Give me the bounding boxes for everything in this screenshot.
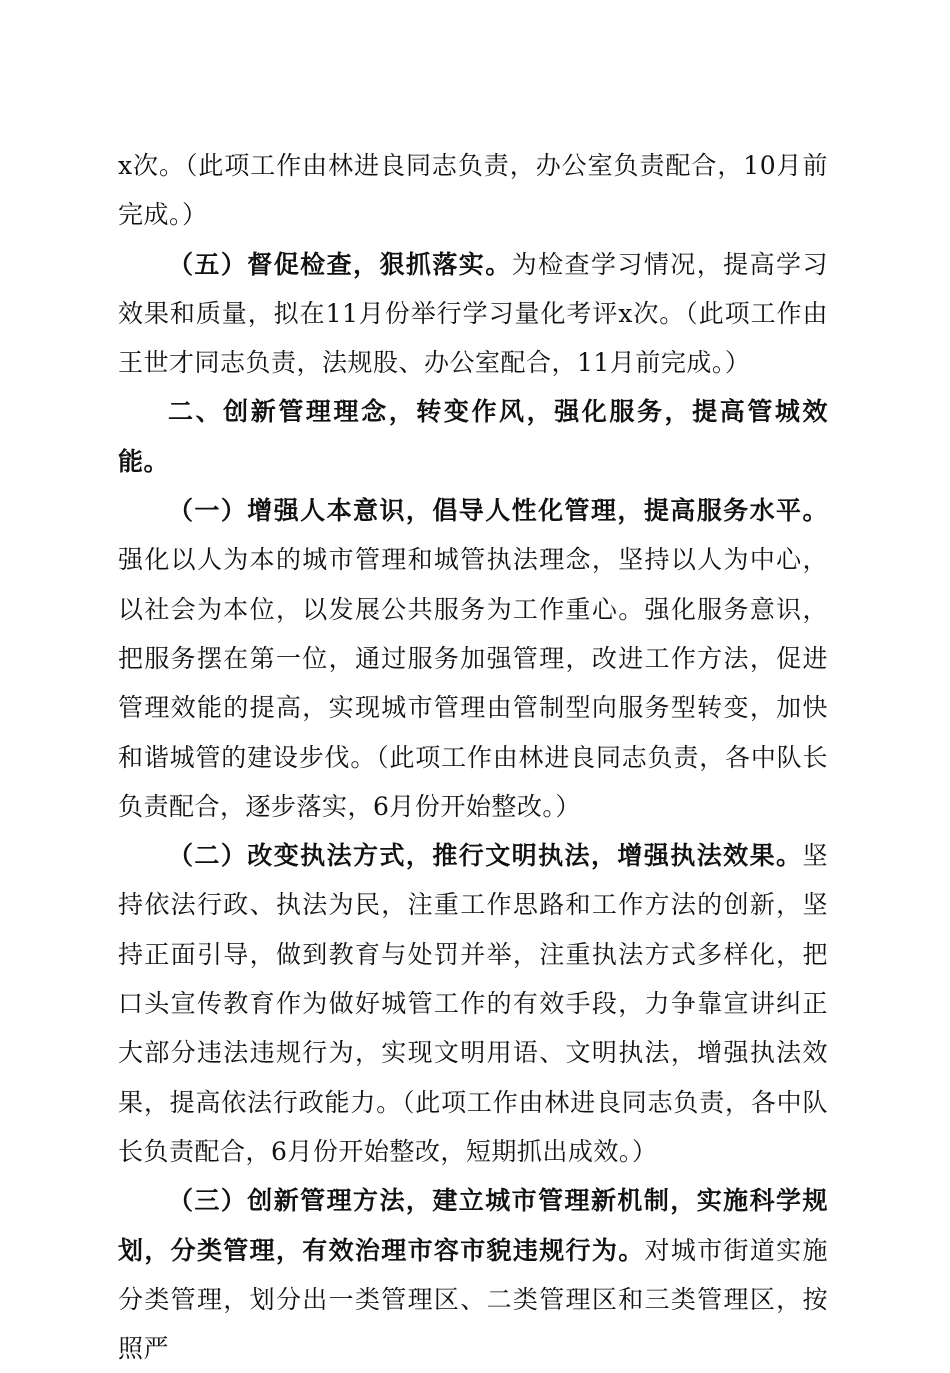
paragraph-lead: （三）创新管理方法，建立城市管理新机制，实施科学规划，分类管理，有效治理市容市貌违规行为。 [118,1186,828,1265]
paragraph-item-2 [118,831,828,1176]
paragraph-item-3 [118,1176,828,1373]
paragraph-lead: （二）改变执法方式，推行文明执法，增强执法效果。 [168,841,803,871]
paragraph-lead: （一）增强人本意识，倡导人性化管理，提高服务水平。 [168,496,828,526]
paragraph-body: 坚持依法行政、执法为民，注重工作思路和工作方法的创新，坚持正面引导，做到教育与处罚并举，注重执法方式多样化，把口头宣传教育作为做好城管工作的有效手段，力争靠宣讲纠正大部分违法违规行为，实现文明用语、文明执法，增强执法效果，提高依法行政能力。（此项工作由林进良同志负责，各中队长负责配合，6月份开始整改，短期抓出成效。） [118,841,828,1166]
paragraph-body: 为检查学习情况，提高学习效果和质量，拟在11月份举行学习量化考评x次。（此项工作由王世才同志负责，法规股、办公室配合，11月前完成。） [118,249,828,378]
paragraph-body: x次。（此项工作由林进良同志负责，办公室负责配合，10月前完成。） [118,151,828,230]
paragraph-item-5 [118,240,828,388]
document-body [118,141,828,1373]
section-heading-2 [118,387,828,486]
paragraph-continuation [118,141,828,240]
section-heading-text: 二、创新管理理念，转变作风，强化服务，提高管城效能。 [118,397,828,476]
paragraph-body: 对城市街道实施分类管理，划分出一类管理区、二类管理区和三类管理区，按照严 [118,1235,828,1364]
paragraph-lead: （五）督促检查，狠抓落实。 [168,249,512,279]
paragraph-item-1 [118,486,828,831]
paragraph-body: 强化以人为本的城市管理和城管执法理念，坚持以人为中心，以社会为本位，以发展公共服务为工作重心。强化服务意识，把服务摆在第一位，通过服务加强管理，改进工作方法，促进管理效能的提高，实现城市管理由管制型向服务型转变，加快和谐城管的建设步伐。（此项工作由林进良同志负责，各中队长负责配合，逐步落实，6月份开始整改。） [118,545,828,821]
